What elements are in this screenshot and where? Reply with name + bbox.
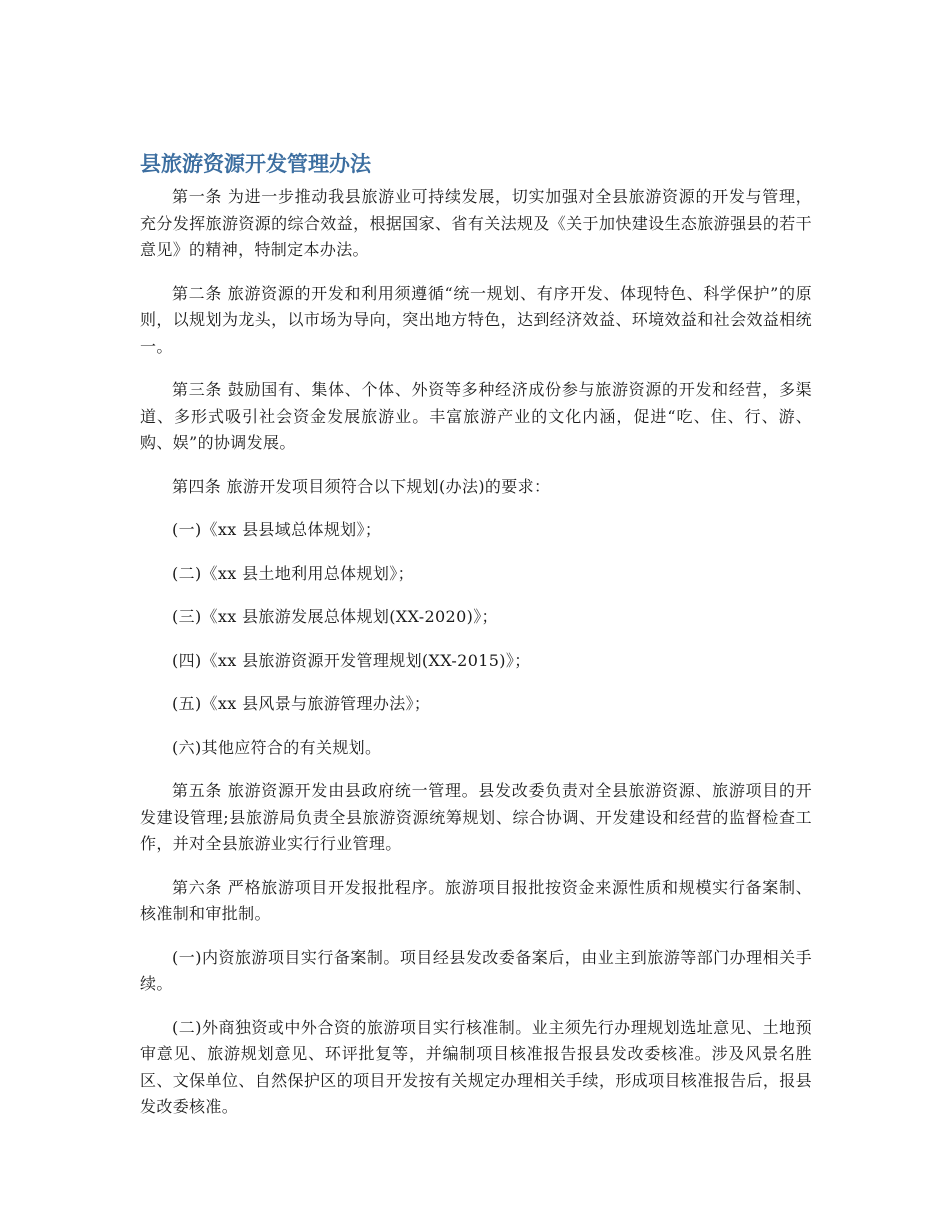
list-item-plan-6: (六)其他应符合的有关规划。 — [172, 737, 382, 757]
list-item-plan-1: (一)《xx 县县域总体规划》； — [172, 520, 382, 539]
paragraph-article-2: 第二条 旅游资源的开发和利用须遵循“统一规划、有序开发、体现特色、科学保护”的原则，以规划为龙头，以市场为导向，突出地方特色，达到经济效益、环境效益和社会效益相统一。 — [140, 283, 812, 356]
document-page — [140, 148, 812, 1138]
list-item-plan-2: (二)《xx 县土地利用总体规划》； — [172, 563, 414, 583]
paragraph-article-5: 第五条 旅游资源开发由县政府统一管理。县发改委负责对全县旅游资源、旅游项目的开发建设管理;县旅游局负责全县旅游资源统筹规划、综合协调、开发建设和经营的监督检查工作，并对全县旅游业实行行业管理。 — [140, 781, 812, 853]
paragraph-article-3: 第三条 鼓励国有、集体、个体、外资等多种经济成份参与旅游资源的开发和经营，多渠道、多形式吸引社会资金发展旅游业。丰富旅游产业的文化内涵，促进“吃、住、行、游、购、娱”的协调发展。 — [140, 380, 812, 452]
list-item-domestic-projects: (一)内资旅游项目实行备案制。项目经县发改委备案后，由业主到旅游等部门办理相关手续。 — [140, 947, 812, 993]
document-title: 县旅游资源开发管理办法 — [140, 152, 371, 176]
list-item-plan-4: (四)《xx 县旅游资源开发管理规划(XX-2015)》； — [172, 650, 531, 670]
paragraph-article-1: 第一条 为进一步推动我县旅游业可持续发展，切实加强对全县旅游资源的开发与管理，充分发挥旅游资源的综合效益，根据国家、省有关法规及《关于加快建设生态旅游强县的若干意见》的精神，特制定本办法。 — [140, 187, 812, 259]
list-item-foreign-projects: (二)外商独资或中外合资的旅游项目实行核准制。业主须先行办理规划选址意见、土地预审意见、旅游规划意见、环评批复等，并编制项目核准报告报县发改委核准。涉及风景名胜区、文保单位、自然保护区的项目开发按有关规定办理相关手续，形成项目核准报告后，报县发改委核准。 — [140, 1017, 812, 1116]
paragraph-article-4: 第四条 旅游开发项目须符合以下规划(办法)的要求： — [172, 476, 551, 496]
paragraph-article-6: 第六条 严格旅游项目开发报批程序。旅游项目报批按资金来源性质和规模实行备案制、核准制和审批制。 — [140, 877, 812, 923]
list-item-plan-5: (五)《xx 县风景与旅游管理办法》； — [172, 694, 431, 713]
list-item-plan-3: (三)《xx 县旅游发展总体规划(XX-2020)》； — [172, 607, 498, 626]
